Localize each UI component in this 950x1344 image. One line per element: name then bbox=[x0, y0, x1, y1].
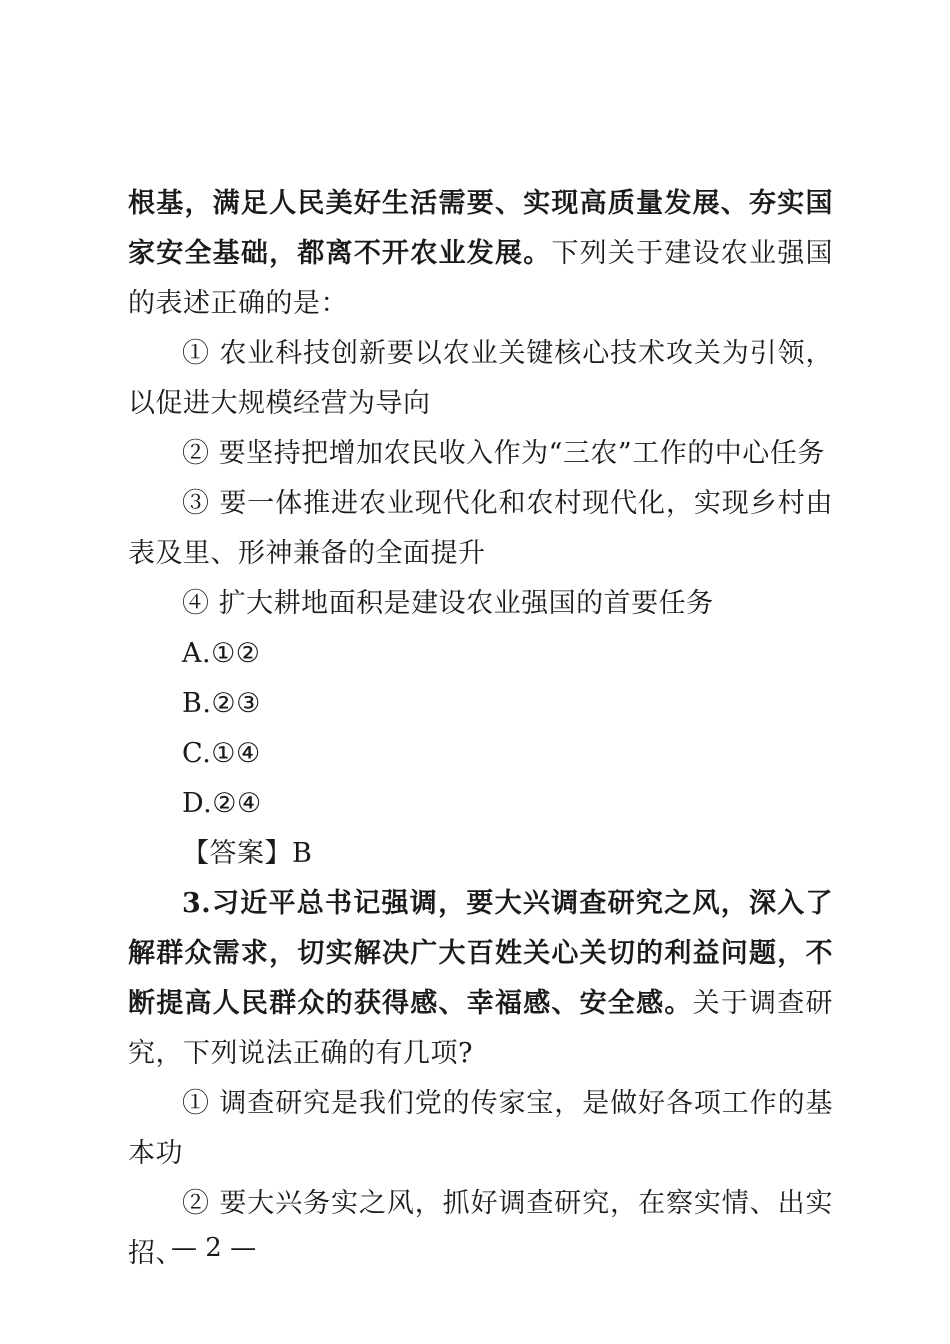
question-3-stem bbox=[128, 879, 833, 1079]
question-2-option-d: D.②④ bbox=[182, 788, 262, 819]
question-3-item-1: ① 调查研究是我们党的传家宝，是做好各项工作的基本功 bbox=[128, 1088, 833, 1169]
question-3-bold-text: 3.习近平总书记强调，要大兴调查研究之风，深入了解群众需求，切实解决广大百姓关心关切的利益问题，不断提高人民群众的获得感、幸福感、安全感。 bbox=[128, 888, 833, 1019]
question-2-item-3: ③ 要一体推进农业现代化和农村现代化，实现乡村由表及里、形神兼备的全面提升 bbox=[128, 488, 833, 569]
document-body bbox=[128, 179, 833, 1279]
question-2-normal-text: 下列关于建设农业强国的表述正确的是： bbox=[128, 238, 833, 319]
question-2-option-a: A.①② bbox=[182, 638, 261, 669]
question-2-stem-continuation bbox=[128, 179, 833, 329]
question-2-bold-text: 根基，满足人民美好生活需要、实现高质量发展、夯实国家安全基础，都离不开农业发展。 bbox=[128, 188, 833, 269]
page-number: — 2 — bbox=[171, 1233, 257, 1263]
question-2-answer: 【答案】B bbox=[182, 838, 313, 869]
question-2-item-2: ② 要坚持把增加农民收入作为“三农”工作的中心任务 bbox=[182, 438, 825, 469]
question-3-normal-text: 关于调查研究，下列说法正确的有几项? bbox=[128, 988, 834, 1069]
question-3-item-2: ② 要大兴务实之风，抓好调查研究，在察实情、出实招、 bbox=[128, 1188, 833, 1269]
question-2-option-c: C.①④ bbox=[182, 738, 261, 769]
question-2-item-1: ① 农业科技创新要以农业关键核心技术攻关为引领，以促进大规模经营为导向 bbox=[128, 338, 833, 419]
question-2-item-4: ④ 扩大耕地面积是建设农业强国的首要任务 bbox=[182, 588, 714, 619]
question-2-option-b: B.②③ bbox=[182, 688, 261, 719]
